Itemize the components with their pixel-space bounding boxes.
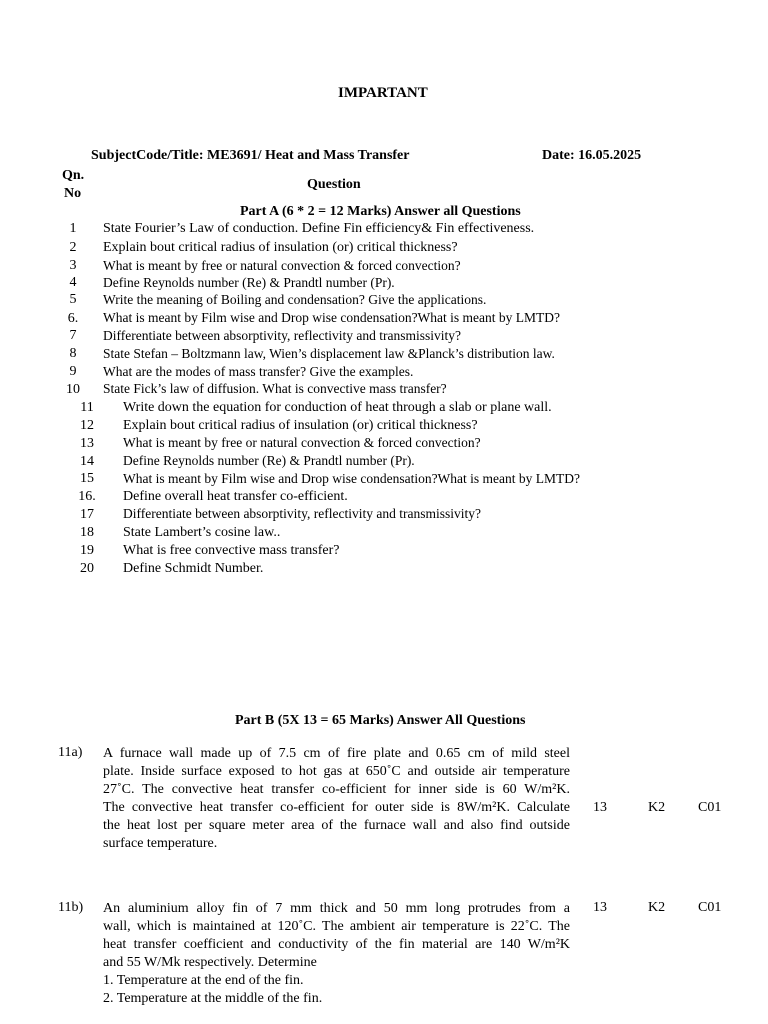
knowledge-level: K2: [648, 900, 666, 915]
question-text: State Stefan – Boltzmann law, Wien’s displacement law &Planck’s distribution law.: [103, 346, 555, 361]
question-line: The convective heat transfer co-efficient for outer side is 8W/m²K. Calculate: [103, 800, 570, 815]
question-number: 9: [69, 364, 77, 379]
question-line: surface temperature.: [103, 836, 218, 851]
question-text: What is meant by Film wise and Drop wise condensation?What is meant by LMTD?: [123, 471, 581, 486]
question-number: 7: [69, 328, 77, 343]
question-text: Explain bout critical radius of insulation (or) critical thickness?: [103, 240, 458, 255]
question-text: Define Reynolds number (Re) & Prandtl number (Pr).: [123, 453, 415, 468]
question-line: 1. Temperature at the end of the fin.: [103, 973, 304, 988]
question-text: Write down the equation for conduction of heat through a slab or plane wall.: [123, 400, 552, 415]
question-number: 1: [69, 221, 77, 236]
question-number: 14: [80, 454, 94, 469]
exam-date: Date: 16.05.2025: [542, 148, 642, 163]
question-line: the heat lost per square meter area of the furnace wall and also find outside: [103, 818, 570, 833]
question-line: An aluminium alloy fin of 7 mm thick and 50 mm long protrudes from a: [103, 901, 570, 916]
question-number: 6.: [67, 311, 79, 326]
question-text: What is meant by free or natural convection & forced convection?: [103, 258, 461, 273]
question-number: 2: [69, 240, 77, 255]
part-b-title: Part B (5X 13 = 65 Marks) Answer All Questions: [235, 713, 526, 728]
question-paragraph: [103, 745, 570, 853]
question-line: 27˚C. The convective heat transfer co-efficient for inner side is 60 W/m²K.: [103, 782, 570, 797]
question-text: State Lambert’s cosine law..: [123, 525, 281, 540]
question-paragraph: [103, 900, 570, 1008]
question-text: Write the meaning of Boiling and condensation? Give the applications.: [103, 292, 487, 307]
question-text: Define Reynolds number (Re) & Prandtl number (Pr).: [103, 275, 395, 290]
question-number: 13: [80, 436, 94, 451]
question-line: 2. Temperature at the middle of the fin.: [103, 991, 323, 1006]
part-a-title: Part A (6 * 2 = 12 Marks) Answer all Questions: [240, 204, 521, 219]
question-text: What is meant by Film wise and Drop wise condensation?What is meant by LMTD?: [103, 310, 561, 325]
question-line: A furnace wall made up of 7.5 cm of fire plate and 0.65 cm of mild steel: [103, 746, 570, 761]
question-text: Define Schmidt Number.: [123, 561, 264, 576]
question-text: Define overall heat transfer co-efficient.: [123, 489, 348, 504]
question-text: Explain bout critical radius of insulation (or) critical thickness?: [123, 418, 478, 433]
question-line: plate. Inside surface exposed to hot gas at 650˚C and outside air temperature: [103, 764, 570, 779]
question-number: 17: [80, 507, 94, 522]
question-number: 20: [80, 561, 94, 576]
column-header-no: No: [64, 186, 82, 201]
question-number: 4: [69, 275, 77, 290]
question-number: 16.: [78, 489, 96, 504]
question-number: 18: [80, 525, 94, 540]
question-number: 5: [69, 292, 77, 307]
question-text: What is free convective mass transfer?: [123, 543, 340, 558]
question-number: 11b): [58, 900, 84, 915]
page-heading: IMPARTANT: [338, 85, 428, 101]
question-number: 15: [80, 471, 94, 486]
question-text: What is meant by free or natural convection & forced convection?: [123, 435, 481, 450]
question-number: 8: [69, 346, 77, 361]
question-number: 12: [80, 418, 94, 433]
question-number: 11a): [58, 745, 83, 760]
question-text: What are the modes of mass transfer? Give the examples.: [103, 364, 414, 379]
question-line: heat transfer coefficient and conductivity of the fin material are 140 W/m²K: [103, 937, 570, 952]
question-text: Differentiate between absorptivity, reflectivity and transmissivity?: [123, 506, 482, 521]
question-text: State Fick’s law of diffusion. What is convective mass transfer?: [103, 381, 447, 396]
knowledge-level: K2: [648, 800, 666, 815]
question-number: 10: [66, 382, 80, 397]
course-outcome: C01: [698, 900, 722, 915]
question-number: 11: [80, 400, 94, 415]
column-header-question: Question: [307, 177, 361, 192]
marks: 13: [593, 800, 607, 815]
question-line: and 55 W/Mk respectively. Determine: [103, 955, 317, 970]
column-header-qn: Qn.: [62, 168, 85, 183]
question-text: State Fourier’s Law of conduction. Define Fin efficiency& Fin effectiveness.: [103, 221, 535, 236]
question-number: 19: [80, 543, 94, 558]
course-outcome: C01: [698, 800, 722, 815]
question-text: Differentiate between absorptivity, reflectivity and transmissivity?: [103, 328, 462, 343]
subject-title: SubjectCode/Title: ME3691/ Heat and Mass Transfer: [91, 148, 410, 163]
question-number: 3: [69, 258, 77, 273]
marks: 13: [593, 900, 607, 915]
question-line: wall, which is maintained at 120˚C. The ambient air temperature is 22˚C. The: [103, 919, 570, 934]
